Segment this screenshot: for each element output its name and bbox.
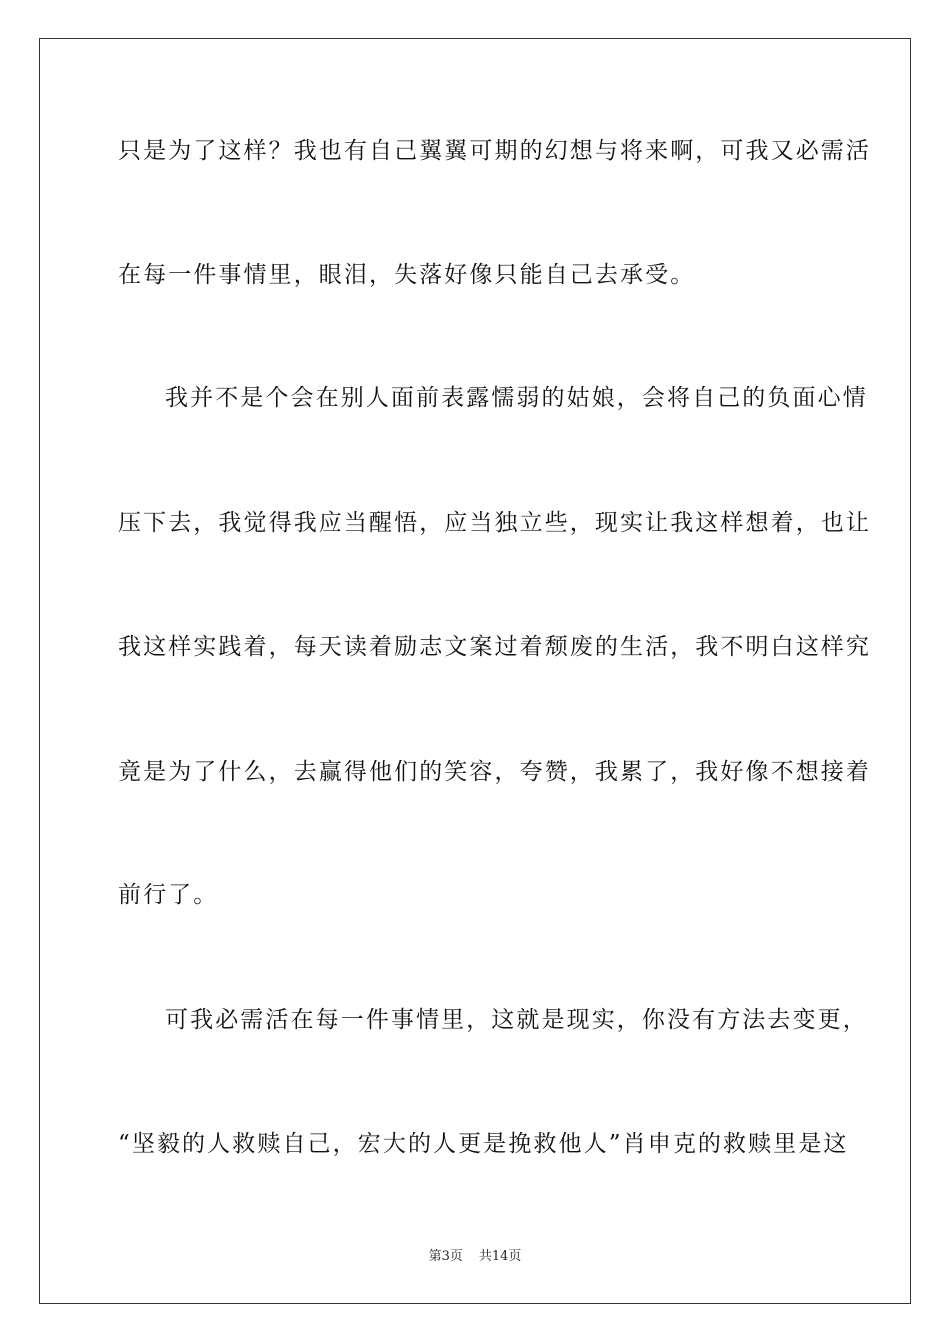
text-line-2: 在每一件事情里，眼泪，失落好像只能自己去承受。 [118,262,696,288]
text-line-9: “坚毅的人救赎自己，宏大的人更是挽救他人”肖申克的救赎里是这 [118,1131,849,1157]
text-line-1: 只是为了这样？我也有自己翼翼可期的幻想与将来啊，可我又必需活 [118,138,871,164]
page-border [39,38,911,1304]
text-line-7: 前行了。 [118,882,219,908]
page-footer [0,1248,950,1266]
text-line-3: 我并不是个会在别人面前表露懦弱的姑娘，会将自己的负面心情 [165,385,868,411]
text-line-5: 我这样实践着，每天读着励志文案过着颓废的生活，我不明白这样究 [118,634,871,660]
text-line-4: 压下去，我觉得我应当醒悟，应当独立些，现实让我这样想着，也让 [118,510,871,536]
text-line-6: 竟是为了什么，去赢得他们的笑容，夸赞，我累了，我好像不想接着 [118,759,871,785]
text-line-8: 可我必需活在每一件事情里，这就是现实，你没有方法去变更， [165,1007,868,1033]
total-pages: 共14页 [478,1249,522,1264]
page-number: 第3页 [428,1249,463,1264]
